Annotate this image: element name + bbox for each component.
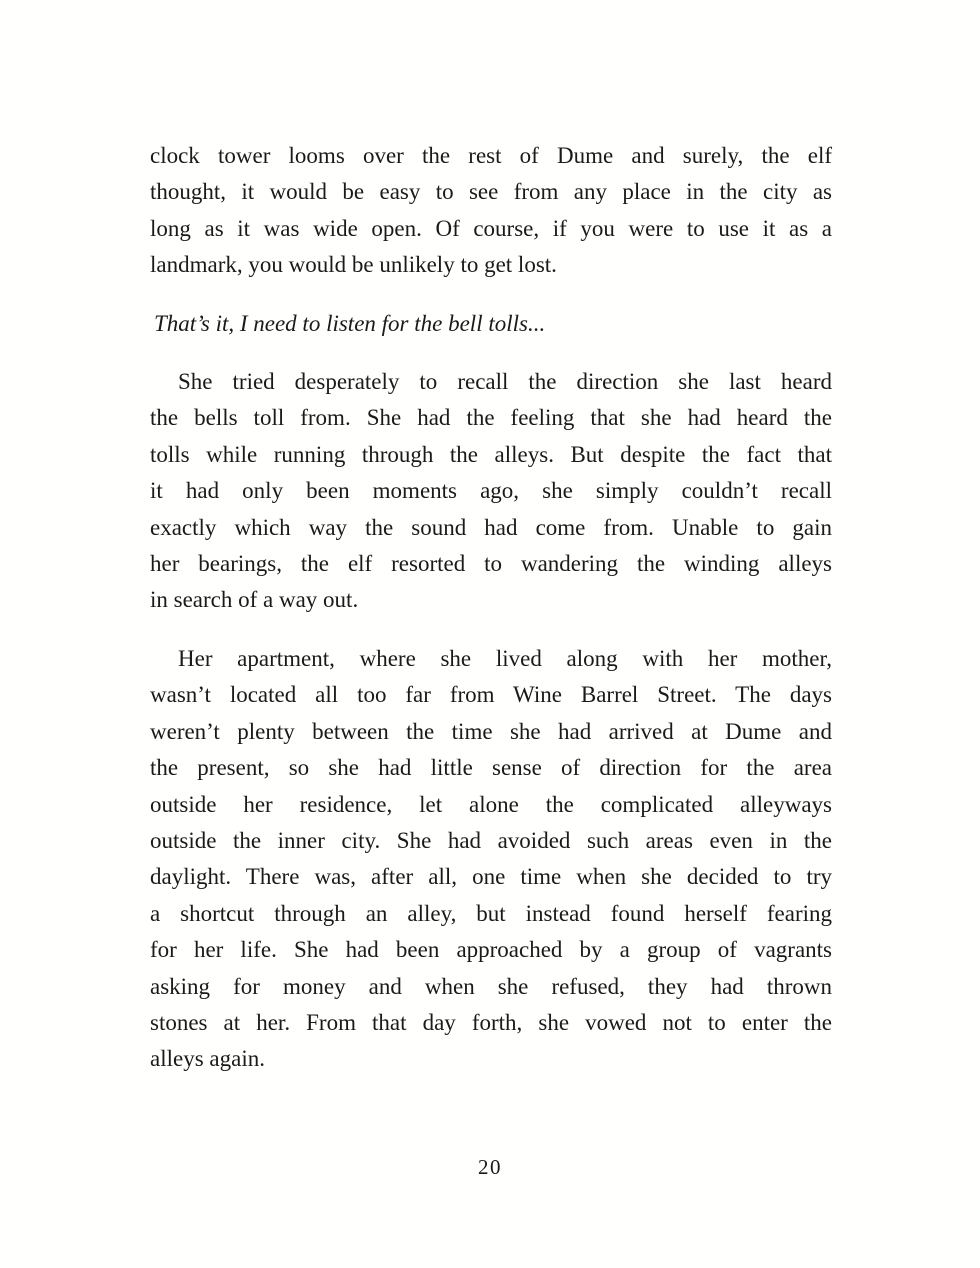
text-line: weren’t plenty between the time she had arrived at Dume and bbox=[150, 718, 832, 744]
text-line: exactly which way the sound had come from. Unable to gain bbox=[150, 514, 832, 540]
text-line: thought, it would be easy to see from any place in the city as bbox=[150, 179, 832, 205]
text-line: That’s it, I need to listen for the bell tolls... bbox=[154, 310, 546, 336]
text-line: alleys again. bbox=[150, 1046, 265, 1072]
text-line: landmark, you would be unlikely to get lost. bbox=[150, 252, 557, 278]
text-line: long as it was wide open. Of course, if you were to use it as a bbox=[150, 215, 832, 241]
paragraph bbox=[150, 364, 832, 619]
text-line: for her life. She had been approached by a group of vagrants bbox=[150, 937, 832, 963]
text-line: it had only been moments ago, she simply couldn’t recall bbox=[150, 478, 832, 504]
text-line: tolls while running through the alleys. But despite the fact that bbox=[150, 441, 832, 467]
paragraph-italic-thought bbox=[150, 306, 832, 342]
text-line: daylight. There was, after all, one time when she decided to try bbox=[150, 864, 832, 890]
paragraph bbox=[150, 138, 832, 284]
text-block bbox=[150, 138, 832, 1100]
text-line: the bells toll from. She had the feeling that she had heard the bbox=[150, 405, 832, 431]
text-line: asking for money and when she refused, they had thrown bbox=[150, 973, 832, 999]
text-line: Her apartment, where she lived along with her mother, bbox=[178, 645, 832, 671]
page-number: 20 bbox=[478, 1155, 502, 1179]
text-line: a shortcut through an alley, but instead found herself fearing bbox=[150, 900, 832, 926]
text-line: clock tower looms over the rest of Dume and surely, the elf bbox=[150, 143, 832, 168]
text-line: She tried desperately to recall the direction she last heard bbox=[178, 369, 832, 395]
paragraph bbox=[150, 641, 832, 1078]
text-line: the present, so she had little sense of direction for the area bbox=[150, 755, 832, 781]
text-line: outside her residence, let alone the complicated alleyways bbox=[150, 791, 832, 817]
text-line: wasn’t located all too far from Wine Barrel Street. The days bbox=[150, 682, 832, 708]
text-line: outside the inner city. She had avoided such areas even in the bbox=[150, 827, 832, 853]
text-line: in search of a way out. bbox=[150, 587, 359, 613]
text-line: her bearings, the elf resorted to wandering the winding alleys bbox=[150, 551, 832, 577]
text-line: stones at her. From that day forth, she vowed not to enter the bbox=[150, 1009, 832, 1035]
